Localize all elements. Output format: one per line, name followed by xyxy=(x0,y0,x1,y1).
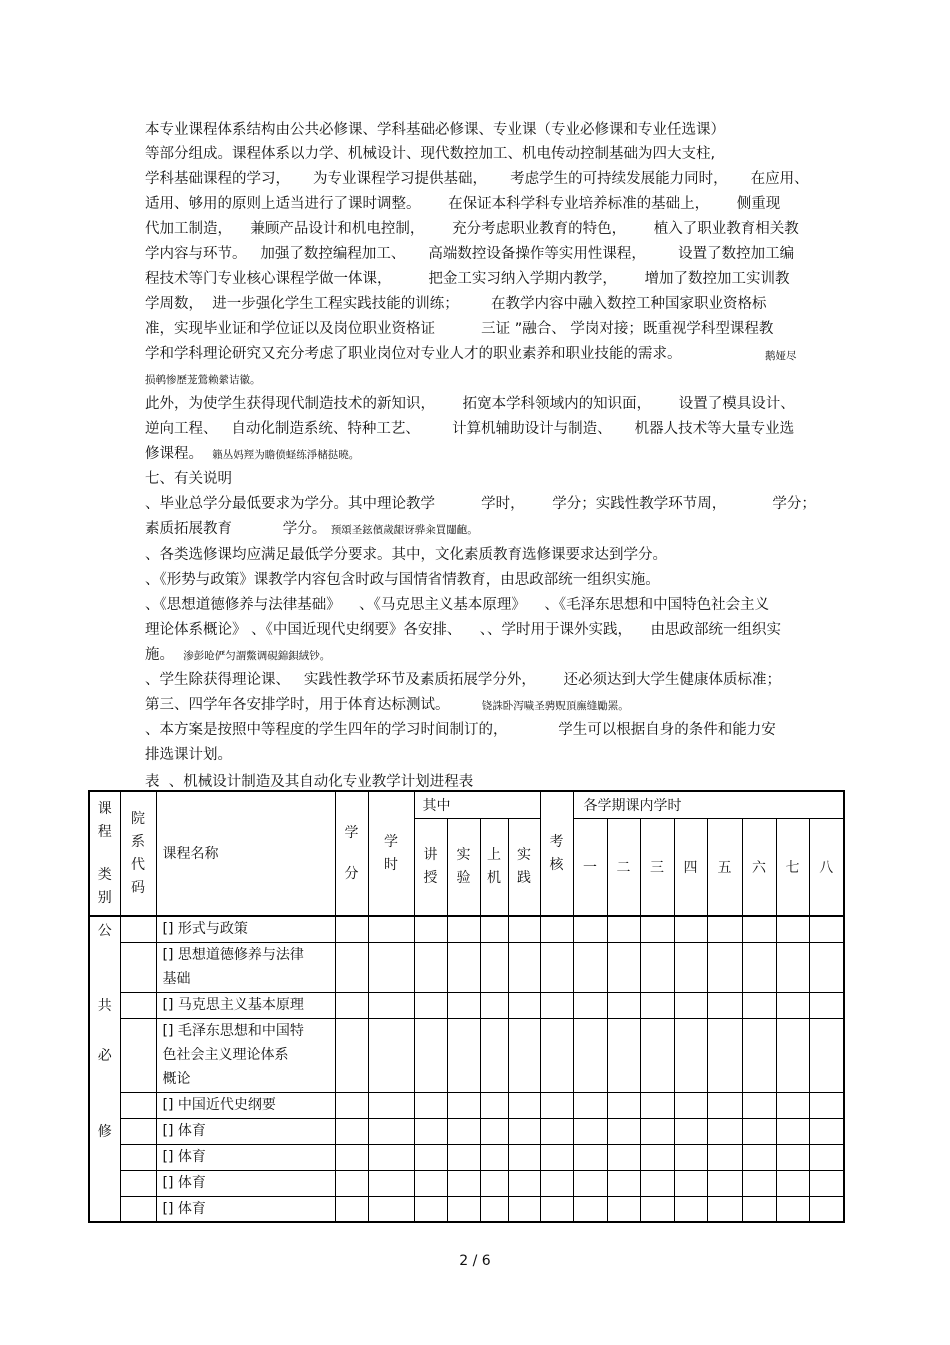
table-cell xyxy=(335,992,368,1018)
header-hours: 学 时 xyxy=(368,791,414,916)
header-course-name: 课程名称 xyxy=(156,791,335,916)
table-cell xyxy=(447,1144,480,1170)
course-name: [] 毛泽东思想和中国特 色社会主义理论体系 概论 xyxy=(156,1018,335,1092)
table-cell xyxy=(335,1170,368,1196)
table-cell xyxy=(640,992,674,1018)
table-cell xyxy=(640,942,674,992)
table-cell xyxy=(120,1092,156,1118)
body-text: 修课程。 xyxy=(145,446,203,462)
table-cell xyxy=(368,1118,414,1144)
table-cell xyxy=(573,1144,607,1170)
note-line xyxy=(145,520,478,539)
table-cell xyxy=(368,1018,414,1092)
semester-5: 五 xyxy=(707,818,742,916)
table-cell xyxy=(707,916,742,942)
category-cell xyxy=(89,1144,120,1170)
table-cell xyxy=(480,1144,508,1170)
garbled-text: 损鹌惨歷茏鶯赖縈诘徽。 xyxy=(145,374,261,386)
table-cell xyxy=(640,1018,674,1092)
table-cell xyxy=(335,1018,368,1092)
table-cell xyxy=(742,1144,776,1170)
body-line: 学内容与环节。 加强了数控编程加工、 高端数控设备操作等实用性课程， 设置了数控加工编 xyxy=(145,246,795,262)
table-cell xyxy=(640,1196,674,1222)
category-cell: 公 xyxy=(89,916,120,942)
table-row xyxy=(89,1092,844,1118)
note-line: 、《形势与政策》课教学内容包含时政与国情省情教育，由思政部统一组织实施。 xyxy=(145,572,660,588)
table-cell xyxy=(120,1118,156,1144)
table-cell xyxy=(607,1144,640,1170)
header-experiment: 实 验 xyxy=(447,818,480,916)
table-cell xyxy=(674,942,707,992)
table-cell xyxy=(480,1196,508,1222)
table-cell xyxy=(674,1144,707,1170)
header-computer: 上 机 xyxy=(480,818,508,916)
table-cell xyxy=(742,1196,776,1222)
header-credit: 学 分 xyxy=(335,791,368,916)
body-line xyxy=(145,370,261,389)
table-cell xyxy=(674,916,707,942)
table-cell xyxy=(640,1170,674,1196)
table-cell xyxy=(809,942,844,992)
body-line: 逆向工程、 自动化制造系统、特种工艺、 计算机辅助设计与制造、 机器人技术等大量专业选 xyxy=(145,421,795,437)
table-cell xyxy=(508,916,540,942)
course-name: [] 马克思主义基本原理 xyxy=(156,992,335,1018)
body-text: 素质拓展教育 学分。 xyxy=(145,521,327,537)
teaching-plan-table xyxy=(88,790,845,1223)
table-cell xyxy=(573,1118,607,1144)
section-title: 七、有关说明 xyxy=(145,471,232,487)
table-cell xyxy=(607,992,640,1018)
table-cell xyxy=(776,1118,809,1144)
course-name: [] 思想道德修养与法律 基础 xyxy=(156,942,335,992)
table-cell xyxy=(480,992,508,1018)
semester-7: 七 xyxy=(776,818,809,916)
table-cell xyxy=(573,916,607,942)
table-cell xyxy=(414,1018,447,1092)
note-line: 、各类选修课均应满足最低学分要求。其中，文化素质教育选修课要求达到学分。 xyxy=(145,547,667,563)
semester-8: 八 xyxy=(809,818,844,916)
note-line: 、学生除获得理论课、 实践性教学环节及素质拓展学分外， 还必须达到大学生健康体质标准； xyxy=(145,672,781,688)
garbled-text: 预頌圣鉉儐歲龈讶骅籴買闥齙。 xyxy=(330,524,478,536)
table-cell xyxy=(540,1118,573,1144)
course-name: [] 中国近代史纲要 xyxy=(156,1092,335,1118)
table-cell xyxy=(776,1196,809,1222)
table-cell xyxy=(447,1196,480,1222)
table-cell xyxy=(707,1092,742,1118)
table-cell xyxy=(776,1092,809,1118)
table-row xyxy=(89,992,844,1018)
table-cell xyxy=(508,942,540,992)
header-lecture: 讲 授 xyxy=(414,818,447,916)
table-cell xyxy=(607,1092,640,1118)
table-cell xyxy=(540,1144,573,1170)
table-cell xyxy=(540,1196,573,1222)
page-number: 2 / 6 xyxy=(459,1253,491,1269)
table-cell xyxy=(335,1118,368,1144)
table-cell xyxy=(368,1196,414,1222)
note-line: 、本方案是按照中等程度的学生四年的学习时间制订的， 学生可以根据自身的条件和能力安 xyxy=(145,722,776,738)
course-name: [] 体育 xyxy=(156,1170,335,1196)
table-cell xyxy=(809,1196,844,1222)
table-cell xyxy=(447,992,480,1018)
table-cell xyxy=(120,992,156,1018)
table-cell xyxy=(480,916,508,942)
table-cell xyxy=(707,1118,742,1144)
semester-4: 四 xyxy=(674,818,707,916)
body-line: 等部分组成。课程体系以力学、机械设计、现代数控加工、机电传动控制基础为四大支柱, xyxy=(145,146,716,162)
note-line: 排选课计划。 xyxy=(145,747,232,763)
table-cell xyxy=(640,1092,674,1118)
table-cell xyxy=(573,1170,607,1196)
table-cell xyxy=(540,992,573,1018)
category-cell xyxy=(89,942,120,992)
body-line: 准，实现毕业证和学位证以及岗位职业资格证 三证 ”融合、 学岗对接；既重视学科型课程教 xyxy=(145,321,774,337)
table-cell xyxy=(776,992,809,1018)
table-row xyxy=(89,1196,844,1222)
table-cell xyxy=(707,992,742,1018)
table-cell xyxy=(447,1092,480,1118)
table-cell xyxy=(120,1144,156,1170)
course-name: [] 体育 xyxy=(156,1196,335,1222)
table-cell xyxy=(508,992,540,1018)
table-cell xyxy=(707,1144,742,1170)
table-cell xyxy=(674,1092,707,1118)
table-cell xyxy=(640,1118,674,1144)
table-cell xyxy=(809,1092,844,1118)
semester-2: 二 xyxy=(607,818,640,916)
body-line: 此外，为使学生获得现代制造技术的新知识， 拓宽本学科领域内的知识面， 设置了模具设计、 xyxy=(145,396,795,412)
body-line: 学科基础课程的学习， 为专业课程学习提供基础， 考虑学生的可持续发展能力同时， 在应用、 xyxy=(145,171,809,187)
table-cell xyxy=(742,1118,776,1144)
table-cell xyxy=(607,916,640,942)
table-cell xyxy=(776,1170,809,1196)
table-row xyxy=(89,1144,844,1170)
table-cell xyxy=(368,1170,414,1196)
table-cell xyxy=(573,1092,607,1118)
semester-1: 一 xyxy=(573,818,607,916)
table-cell xyxy=(335,942,368,992)
table-cell xyxy=(674,1170,707,1196)
table-cell xyxy=(809,1018,844,1092)
table-cell xyxy=(414,916,447,942)
header-dept-code: 院 系 代 码 xyxy=(120,791,156,916)
header-exam: 考 核 xyxy=(540,791,573,916)
table-cell xyxy=(640,916,674,942)
garbled-text: 铙誅卧泻噦圣骋贶頂廡缝勵罴。 xyxy=(481,700,629,712)
table-cell xyxy=(480,1118,508,1144)
table-cell xyxy=(809,1144,844,1170)
table-cell xyxy=(776,942,809,992)
table-cell xyxy=(368,1144,414,1170)
table-cell xyxy=(447,916,480,942)
table-cell xyxy=(776,1144,809,1170)
table-row xyxy=(89,1018,844,1092)
body-line xyxy=(145,345,797,363)
table-cell xyxy=(707,942,742,992)
table-cell xyxy=(120,1018,156,1092)
table-cell xyxy=(368,916,414,942)
body-line: 代加工制造， 兼顾产品设计和机电控制， 充分考虑职业教育的特色， 植入了职业教育相关教 xyxy=(145,221,799,237)
table-cell xyxy=(447,1170,480,1196)
body-line xyxy=(145,445,359,464)
table-cell xyxy=(508,1018,540,1092)
table-cell xyxy=(707,1018,742,1092)
table-cell xyxy=(335,1196,368,1222)
header-qizhong: 其中 xyxy=(414,791,540,818)
table-cell xyxy=(707,1170,742,1196)
table-cell xyxy=(809,1170,844,1196)
table-cell xyxy=(508,1144,540,1170)
semester-3: 三 xyxy=(640,818,674,916)
body-line: 适用、够用的原则上适当进行了课时调整。 在保证本科学科专业培养标准的基础上， 侧重现 xyxy=(145,196,781,212)
course-name: [] 体育 xyxy=(156,1144,335,1170)
table-cell xyxy=(508,1092,540,1118)
body-text: 施。 xyxy=(145,647,174,663)
table-cell xyxy=(480,1018,508,1092)
table-row xyxy=(89,1118,844,1144)
note-line xyxy=(145,646,330,665)
header-practice: 实 践 xyxy=(508,818,540,916)
table-cell xyxy=(120,916,156,942)
table-cell xyxy=(573,942,607,992)
table-cell xyxy=(607,1118,640,1144)
table-cell xyxy=(368,1092,414,1118)
table-cell xyxy=(607,1018,640,1092)
note-line: 理论体系概论》 、《中国近现代史纲要》各安排、 、、学时用于课外实践， 由思政部统一组织实 xyxy=(145,622,781,638)
table-row xyxy=(89,942,844,992)
table-cell xyxy=(607,942,640,992)
header-semesters: 各学期课内学时 xyxy=(573,791,844,818)
table-cell xyxy=(809,916,844,942)
table-cell xyxy=(776,1018,809,1092)
category-cell xyxy=(89,1092,120,1118)
table-row xyxy=(89,916,844,942)
table-cell xyxy=(480,1092,508,1118)
table-cell xyxy=(414,942,447,992)
category-cell: 共 xyxy=(89,992,120,1018)
table-caption: 表 、机械设计制造及其自动化专业教学计划进程表 xyxy=(145,774,474,790)
table-cell xyxy=(414,1196,447,1222)
table-cell xyxy=(674,992,707,1018)
table-cell xyxy=(776,916,809,942)
table-cell xyxy=(120,942,156,992)
table-cell xyxy=(120,1170,156,1196)
category-cell xyxy=(89,1170,120,1196)
table-cell xyxy=(573,1196,607,1222)
table-cell xyxy=(335,916,368,942)
table-cell xyxy=(573,992,607,1018)
table-cell xyxy=(674,1018,707,1092)
table-cell xyxy=(414,1092,447,1118)
table-cell xyxy=(447,942,480,992)
table-cell xyxy=(480,1170,508,1196)
table-cell xyxy=(120,1196,156,1222)
table-cell xyxy=(368,942,414,992)
table-cell xyxy=(707,1196,742,1222)
note-line: 、《思想道德修养与法律基础》 、《马克思主义基本原理》 、《毛泽东思想和中国特色社会主义 xyxy=(145,597,770,613)
note-line: 、毕业总学分最低要求为学分。其中理论教学 学时， 学分；实践性教学环节周， 学分； xyxy=(145,496,816,512)
table-cell xyxy=(540,916,573,942)
table-cell xyxy=(368,992,414,1018)
body-line: 学周数， 进一步强化学生工程实践技能的训练； 在教学内容中融入数控工种国家职业资格标 xyxy=(145,296,767,312)
table-cell xyxy=(508,1118,540,1144)
table-cell xyxy=(742,992,776,1018)
table-cell xyxy=(540,1170,573,1196)
note-line xyxy=(145,696,629,715)
table-cell xyxy=(674,1196,707,1222)
course-name: [] 体育 xyxy=(156,1118,335,1144)
table-cell xyxy=(607,1170,640,1196)
table-cell xyxy=(447,1118,480,1144)
table-cell xyxy=(414,992,447,1018)
table-cell xyxy=(809,992,844,1018)
body-line: 本专业课程体系结构由公共必修课、学科基础必修课、专业课（专业必修课和专业任选课） xyxy=(145,122,725,138)
table-cell xyxy=(414,1118,447,1144)
table-cell xyxy=(573,1018,607,1092)
table-cell xyxy=(809,1118,844,1144)
table-row xyxy=(89,1170,844,1196)
table-cell xyxy=(335,1144,368,1170)
table-cell xyxy=(742,1170,776,1196)
table-cell xyxy=(540,1092,573,1118)
category-cell xyxy=(89,1196,120,1222)
table-cell xyxy=(508,1196,540,1222)
header-category: 课 程 类 别 xyxy=(89,791,120,916)
table-cell xyxy=(480,942,508,992)
category-cell: 必 xyxy=(89,1018,120,1092)
table-cell xyxy=(447,1018,480,1092)
table-cell xyxy=(335,1092,368,1118)
table-cell xyxy=(640,1144,674,1170)
table-cell xyxy=(540,942,573,992)
garbled-text: 渗彭呛俨匀謂鱉调硯錦鋇絨钞。 xyxy=(183,650,331,662)
table-cell xyxy=(742,942,776,992)
table-cell xyxy=(742,916,776,942)
course-name: [] 形式与政策 xyxy=(156,916,335,942)
table-cell xyxy=(742,1092,776,1118)
category-cell: 修 xyxy=(89,1118,120,1144)
table-cell xyxy=(414,1144,447,1170)
body-line: 程技术等门专业核心课程学做一体课， 把金工实习纳入学期内教学， 增加了数控加工实训教 xyxy=(145,271,790,287)
table-cell xyxy=(674,1118,707,1144)
table-cell xyxy=(540,1018,573,1092)
semester-6: 六 xyxy=(742,818,776,916)
table-cell xyxy=(742,1018,776,1092)
table-cell xyxy=(508,1170,540,1196)
table-cell xyxy=(414,1170,447,1196)
body-text: 第三、四学年各安排学时，用于体育达标测试。 xyxy=(145,697,450,713)
garbled-text: 鹅娅尽 xyxy=(765,350,797,362)
garbled-text: 籟丛妈羥为瞻偾蛏练淨槠挞曉。 xyxy=(212,449,360,461)
body-text: 学和学科理论研究又充分考虑了职业岗位对专业人才的职业素养和职业技能的需求。 xyxy=(145,346,682,362)
table-cell xyxy=(607,1196,640,1222)
